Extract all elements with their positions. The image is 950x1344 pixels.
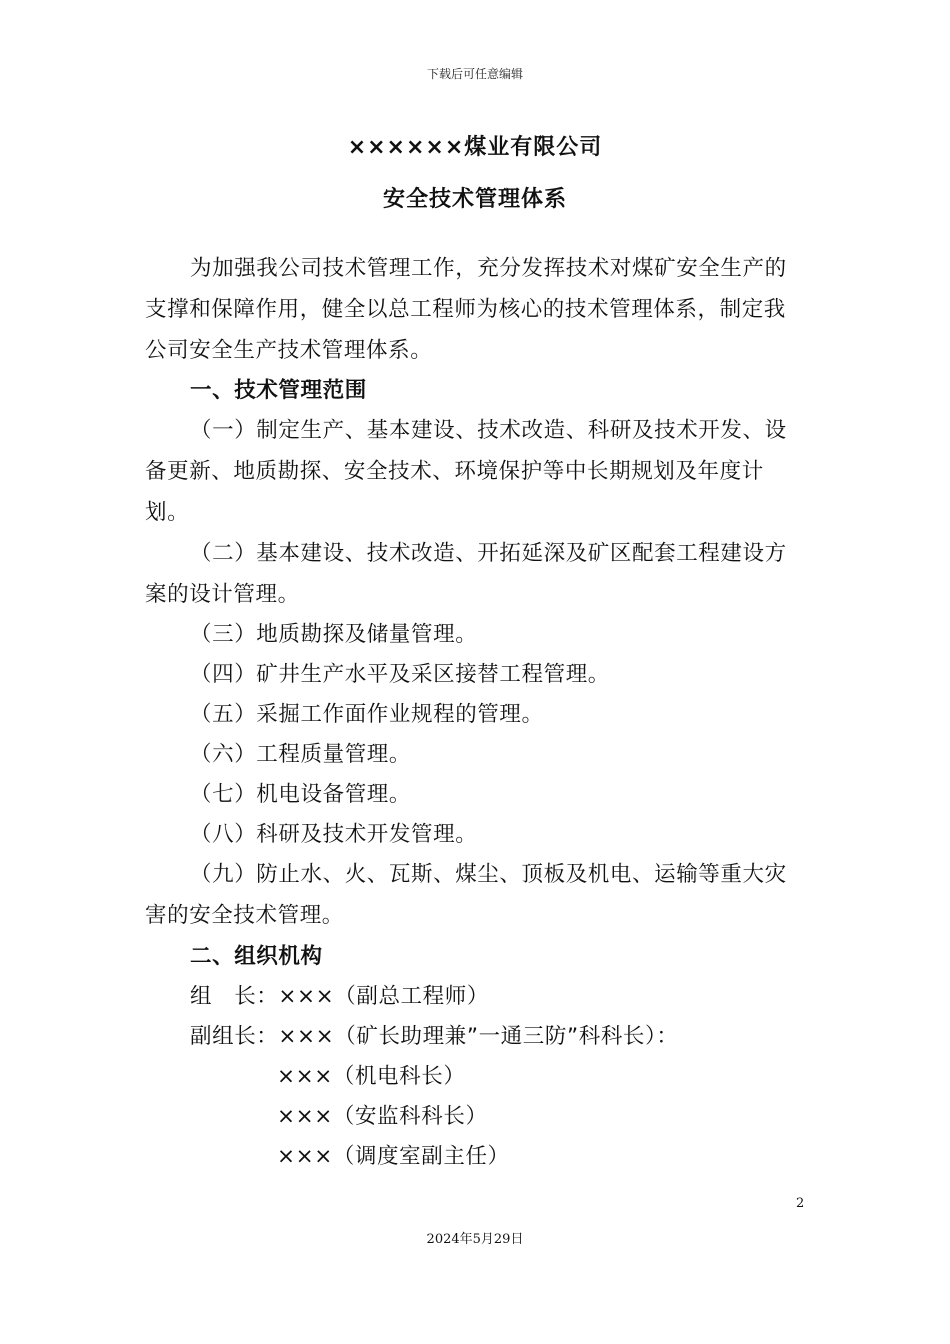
scope-item-2-line-2: 案的设计管理。 <box>145 582 300 607</box>
scope-item-1-line-2: 备更新、地质勘探、安全技术、环境保护等中长期规划及年度计 <box>145 459 764 484</box>
section-heading-scope: 一、技术管理范围 <box>190 378 367 403</box>
scope-item-4: （四）矿井生产水平及采区接替工程管理。 <box>190 662 610 687</box>
scope-item-9-line-1: （九）防止水、火、瓦斯、煤尘、顶板及机电、运输等重大灾 <box>190 862 787 887</box>
org-member-2: ×××（安监科科长） <box>277 1104 488 1129</box>
org-leader: 组 长：×××（副总工程师） <box>190 984 489 1009</box>
scope-item-1-line-1: （一）制定生产、基本建设、技术改造、科研及技术开发、设 <box>190 418 787 443</box>
company-title: ××××××煤业有限公司 <box>347 135 603 160</box>
document-title: 安全技术管理体系 <box>382 187 567 212</box>
scope-item-5: （五）采掘工作面作业规程的管理。 <box>190 702 544 727</box>
intro-line-1: 为加强我公司技术管理工作，充分发挥技术对煤矿安全生产的 <box>190 256 787 281</box>
org-member-1: ×××（机电科长） <box>277 1064 466 1089</box>
scope-item-9-line-2: 害的安全技术管理。 <box>145 903 344 928</box>
intro-line-3: 公司安全生产技术管理体系。 <box>145 338 433 363</box>
header-note: 下载后可任意编辑 <box>426 67 523 81</box>
scope-item-3: （三）地质勘探及储量管理。 <box>190 622 478 647</box>
scope-item-1-line-3: 划。 <box>145 500 190 525</box>
section-heading-organization: 二、组织机构 <box>190 944 323 969</box>
scope-item-7: （七）机电设备管理。 <box>190 782 412 807</box>
scope-item-6: （六）工程质量管理。 <box>190 742 412 767</box>
footer-date: 2024年5月29日 <box>426 1232 524 1247</box>
intro-line-2: 支撑和保障作用，健全以总工程师为核心的技术管理体系，制定我 <box>145 297 786 322</box>
scope-item-2-line-1: （二）基本建设、技术改造、开拓延深及矿区配套工程建设方 <box>190 541 787 566</box>
scope-item-8: （八）科研及技术开发管理。 <box>190 822 478 847</box>
page-number: 2 <box>796 1196 805 1211</box>
org-member-3: ×××（调度室副主任） <box>277 1144 510 1169</box>
org-deputy: 副组长：×××（矿长助理兼”一通三防”科科长）： <box>190 1024 679 1049</box>
